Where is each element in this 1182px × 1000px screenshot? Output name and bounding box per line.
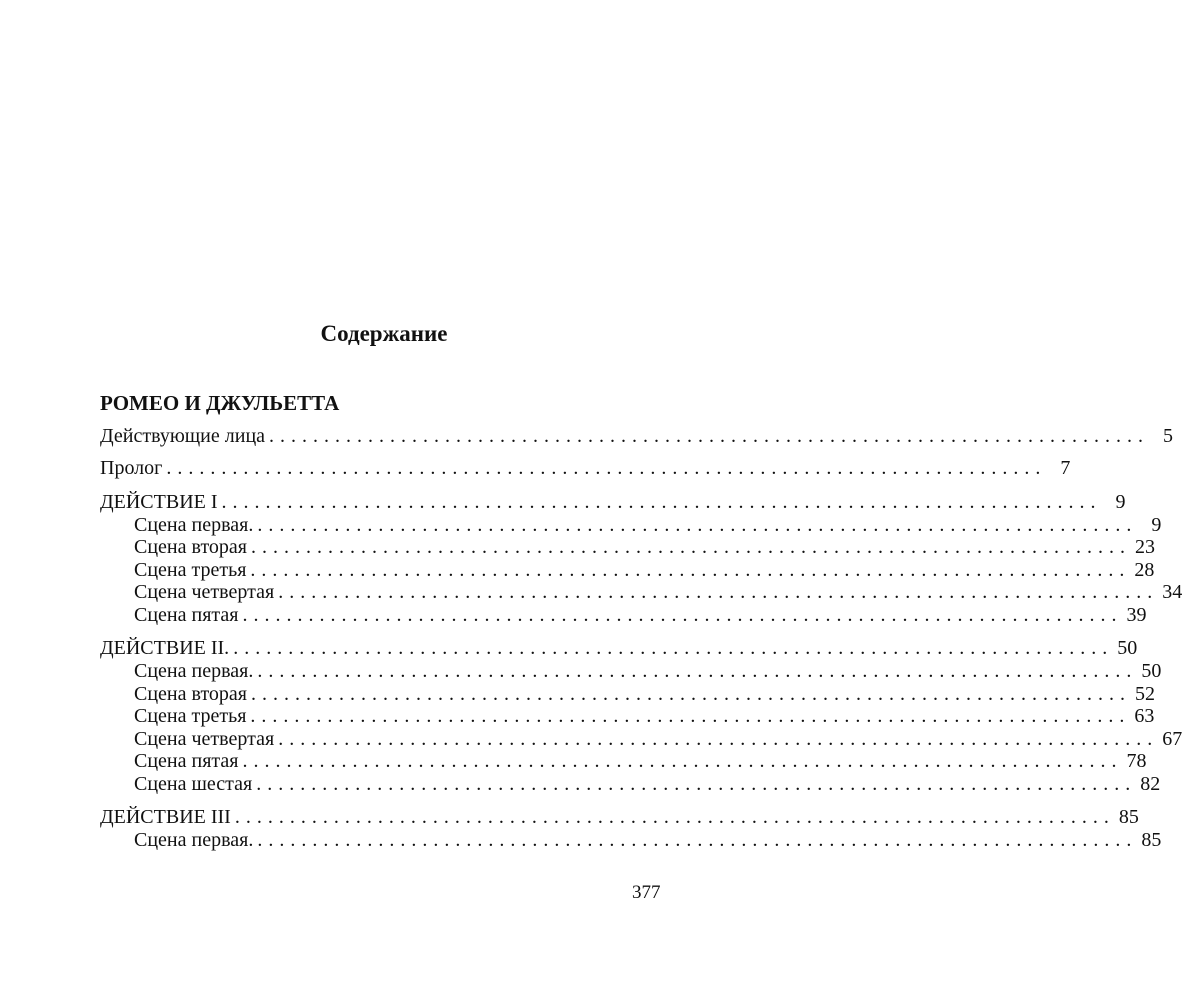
toc-entry-page: 63 (1134, 705, 1155, 727)
dot-leader: ................................................................................ (221, 491, 1102, 513)
toc-entry-label: Сцена четвертая (134, 581, 275, 603)
toc-entry-label: Сцена пятая (134, 604, 239, 626)
toc-entry-page: 85 (1118, 806, 1139, 828)
toc-entry-act-2-scene-3[interactable] (134, 704, 1155, 728)
dot-leader: ................................................................................ (234, 806, 1115, 828)
dot-leader: ................................................................................ (278, 728, 1159, 750)
toc-entry-act-2-scene-4[interactable] (134, 727, 1182, 751)
toc-entry-label: Сцена пятая (134, 750, 239, 772)
toc-entry-label: Сцена первая. (134, 514, 254, 536)
toc-entry-label: Пролог (100, 457, 163, 479)
toc-entry-page: 9 (1151, 514, 1162, 536)
work-title: РОМЕО И ДЖУЛЬЕТТА (100, 391, 340, 415)
dot-leader: ................................................................................ (250, 705, 1131, 727)
dot-leader: ................................................................................ (166, 457, 1047, 479)
toc-entry-label: Сцена вторая (134, 683, 247, 705)
dot-leader: ................................................................................ (242, 604, 1123, 626)
toc-entry-page: 7 (1060, 457, 1071, 479)
dot-leader: ................................................................................ (278, 581, 1159, 603)
toc-entry-page: 85 (1141, 829, 1162, 851)
toc-entry-label: Сцена третья (134, 705, 247, 727)
toc-entry-act-1-scene-2[interactable] (134, 535, 1155, 559)
dot-leader: ................................................................................ (242, 750, 1123, 772)
toc-entry-act-2-scene-5[interactable] (134, 749, 1147, 773)
dot-leader: ................................................................................ (250, 559, 1131, 581)
toc-entry-label: Сцена первая. (134, 660, 254, 682)
toc-entry-page: 67 (1162, 728, 1182, 750)
toc-entry-act-2-scene-6[interactable] (134, 772, 1161, 796)
toc-entry-label: Сцена четвертая (134, 728, 275, 750)
toc-entry-label: Сцена шестая (134, 773, 253, 795)
toc-entry-page: 9 (1115, 491, 1126, 513)
toc-entry-act-2-scene-1[interactable] (134, 659, 1162, 683)
toc-entry-act-1-scene-3[interactable] (134, 558, 1155, 582)
toc-entry-act-1-scene-1[interactable] (134, 513, 1162, 537)
toc-entry-page: 82 (1140, 773, 1161, 795)
toc-entry-act-1[interactable] (100, 490, 1126, 514)
toc-entry-act-1-scene-4[interactable] (134, 580, 1182, 604)
dot-leader: ................................................................................ (256, 773, 1137, 795)
toc-entry-prologue[interactable] (100, 456, 1071, 480)
toc-entry-act-2[interactable] (100, 636, 1138, 660)
dot-leader: ................................................................................ (257, 660, 1138, 682)
toc-entry-page: 23 (1135, 536, 1155, 558)
toc-entry-characters[interactable] (100, 424, 1174, 448)
toc-entry-act-2-scene-2[interactable] (134, 682, 1155, 706)
toc-entry-page: 52 (1135, 683, 1155, 705)
toc-entry-page: 28 (1134, 559, 1155, 581)
dot-leader: ................................................................................ (233, 637, 1114, 659)
toc-entry-label: Сцена первая. (134, 829, 254, 851)
toc-entry-act-3-scene-1[interactable] (134, 828, 1162, 852)
dot-leader: ................................................................................ (257, 514, 1138, 536)
toc-entry-label: Действующие лица (100, 425, 266, 447)
toc-entry-page: 78 (1126, 750, 1147, 772)
dot-leader: ................................................................................ (257, 829, 1138, 851)
toc-entry-act-3[interactable] (100, 805, 1139, 829)
toc-entry-label: Сцена третья (134, 559, 247, 581)
dot-leader: ................................................................................ (251, 683, 1131, 705)
page-title: Содержание (320, 321, 448, 346)
toc-entry-label: ДЕЙСТВИЕ I (100, 491, 218, 513)
toc-entry-page: 50 (1141, 660, 1162, 682)
toc-entry-page: 5 (1163, 425, 1174, 447)
dot-leader: ................................................................................ (251, 536, 1131, 558)
page-number: 377 (632, 882, 661, 903)
toc-entry-page: 34 (1162, 581, 1182, 603)
toc-entry-act-1-scene-5[interactable] (134, 603, 1147, 627)
dot-leader: ................................................................................ (269, 425, 1150, 447)
toc-entry-page: 39 (1126, 604, 1147, 626)
toc-entry-label: ДЕЙСТВИЕ III (100, 806, 231, 828)
toc-entry-page: 50 (1117, 637, 1138, 659)
toc-entry-label: ДЕЙСТВИЕ II. (100, 637, 230, 659)
toc-entry-label: Сцена вторая (134, 536, 247, 558)
